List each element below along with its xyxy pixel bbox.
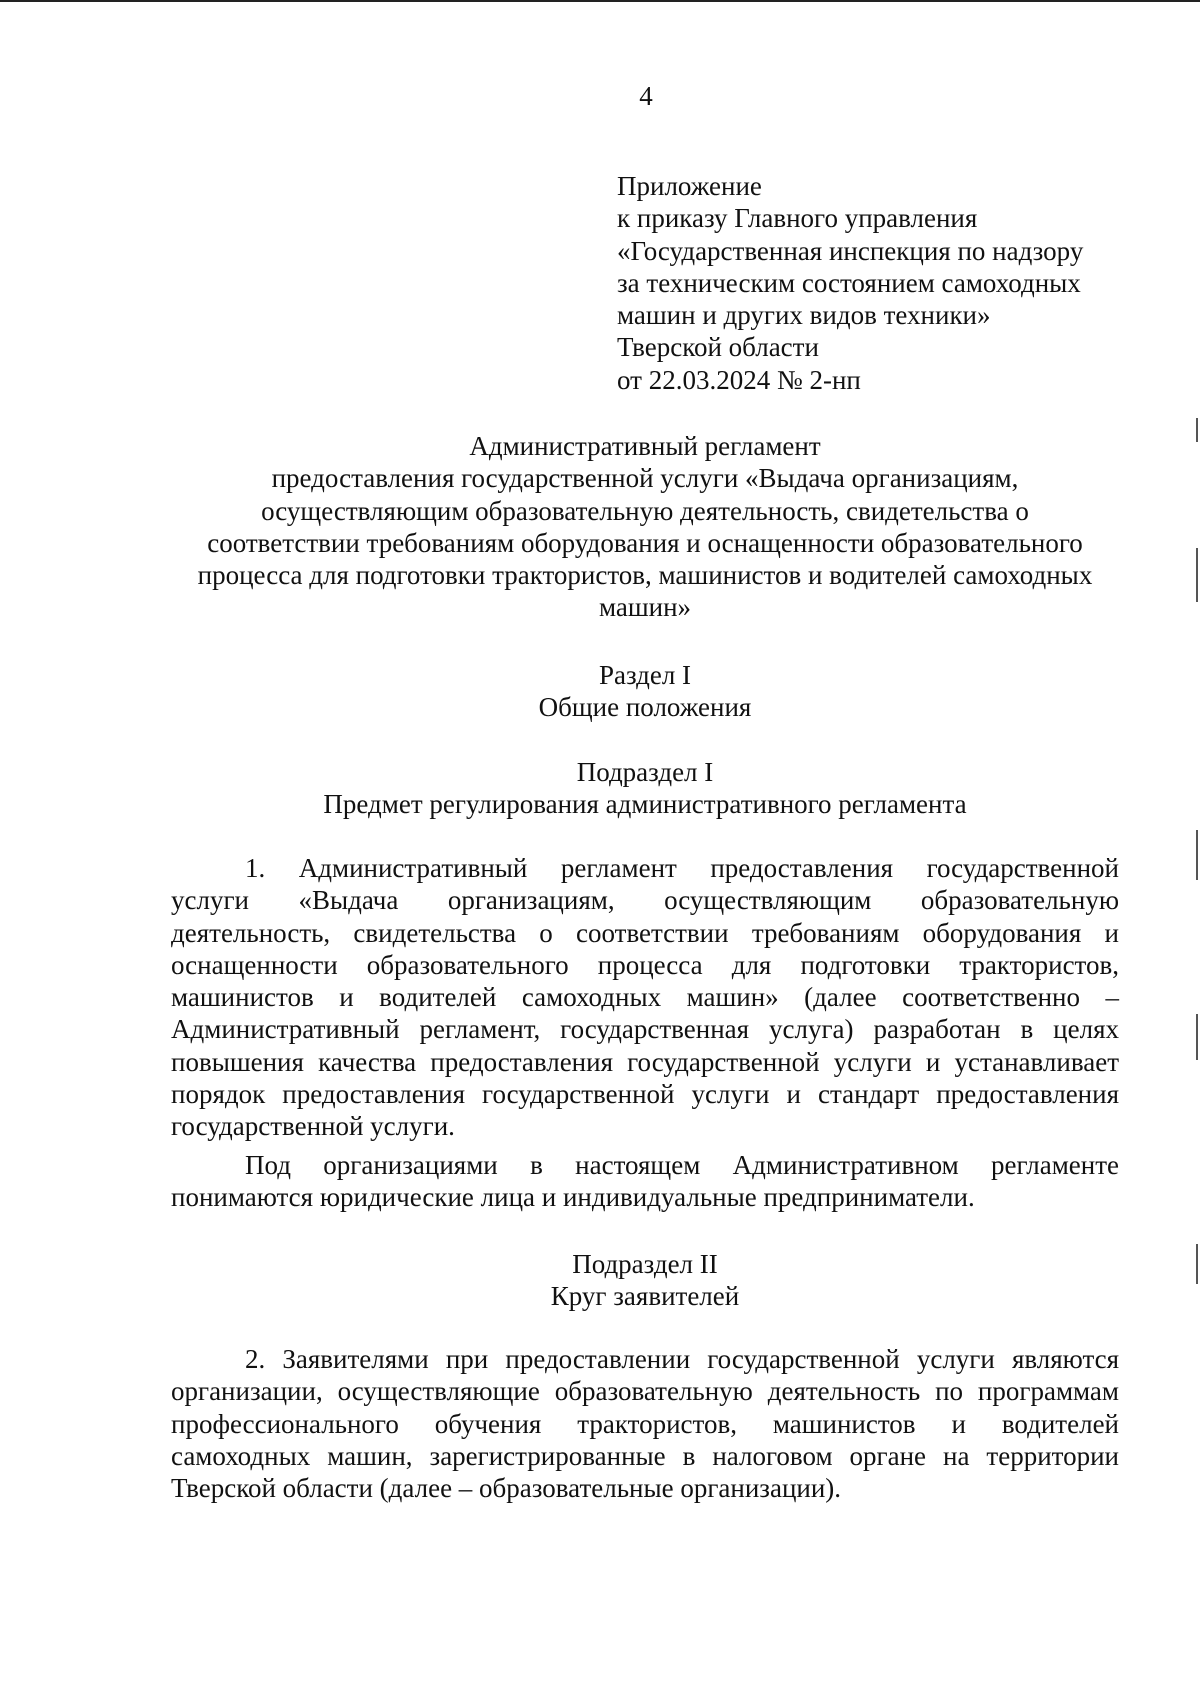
appendix-line: к приказу Главного управления: [617, 203, 978, 234]
page-number: 4: [639, 81, 653, 111]
paragraph-line: Тверской области (далее – образовательные организации).: [171, 1473, 842, 1504]
section-heading: [170, 659, 1120, 724]
scan-edge-mark: [1196, 1244, 1198, 1284]
regulation-title-line: предоставления государственной услуги «Выдача организациям,: [271, 463, 1019, 494]
paragraph-line: Под организациями в настоящем Административном регламенте: [245, 1150, 1119, 1180]
subsection-title: Предмет регулирования административного регламента: [323, 789, 967, 820]
paragraph-line: услуги «Выдача организациям, осуществляющим образовательную: [171, 885, 1119, 916]
regulation-title-line: соответствии требованиям оборудования и оснащенности образовательного: [207, 527, 1083, 558]
paragraph-line: 1. Административный регламент предоставления государственной: [245, 853, 1119, 883]
regulation-title-line: машин»: [598, 592, 692, 623]
subsection-heading: [170, 1248, 1120, 1313]
appendix-line: Тверской области: [617, 332, 819, 363]
paragraph-line: профессионального обучения трактористов, машинистов и водителей: [171, 1408, 1119, 1439]
paragraph-2: [171, 1149, 1119, 1214]
paragraph-line: оснащенности образовательного процесса для подготовки трактористов,: [171, 949, 1119, 980]
appendix-line: Приложение: [617, 171, 762, 201]
paragraph-line: деятельность, свидетельства о соответствии требованиям оборудования и: [171, 917, 1119, 948]
paragraph-line: понимаются юридические лица и индивидуальные предприниматели.: [171, 1182, 975, 1213]
regulation-title-line: Административный регламент: [469, 431, 821, 461]
appendix-line: «Государственная инспекция по надзору: [617, 235, 1084, 266]
section-title: Общие положения: [538, 692, 752, 723]
paragraph-line: организации, осуществляющие образовательную деятельность по программам: [171, 1376, 1119, 1407]
scan-edge-mark: [1196, 1014, 1198, 1060]
appendix-line: за техническим состоянием самоходных: [617, 267, 1081, 298]
regulation-title-line: процесса для подготовки трактористов, машинистов и водителей самоходных: [197, 560, 1093, 591]
paragraph-line: Административный регламент, государственная услуга) разработан в целях: [171, 1014, 1119, 1045]
paragraph-1: [171, 852, 1119, 1143]
paragraph-line: 2. Заявителями при предоставлении государственной услуги являются: [245, 1344, 1119, 1374]
scan-top-edge: [0, 0, 1200, 2]
regulation-title-line: осуществляющим образовательную деятельность, свидетельства о: [261, 495, 1029, 526]
section-label: Раздел I: [598, 660, 692, 690]
paragraph-line: порядок предоставления государственной услуги и стандарт предоставления: [171, 1079, 1119, 1110]
subsection-heading: [170, 756, 1120, 821]
subsection-label: Подраздел I: [576, 757, 714, 787]
paragraph-line: повышения качества предоставления государственной услуги и устанавливает: [171, 1046, 1119, 1077]
paragraph-3: [171, 1343, 1119, 1504]
scan-edge-mark: [1196, 418, 1198, 442]
subsection-label: Подраздел II: [572, 1249, 718, 1279]
scan-edge-mark: [1196, 830, 1198, 880]
appendix-line: машин и других видов техники»: [617, 300, 991, 331]
appendix-header: [617, 170, 1157, 396]
regulation-title: [170, 430, 1120, 624]
paragraph-line: самоходных машин, зарегистрированные в налоговом органе на территории: [171, 1440, 1119, 1471]
subsection-title: Круг заявителей: [550, 1281, 740, 1312]
scan-edge-mark: [1196, 548, 1198, 602]
paragraph-line: государственной услуги.: [171, 1111, 455, 1142]
appendix-date-number: от 22.03.2024 № 2-нп: [617, 364, 861, 395]
paragraph-line: машинистов и водителей самоходных машин» (далее соответственно –: [171, 982, 1119, 1013]
